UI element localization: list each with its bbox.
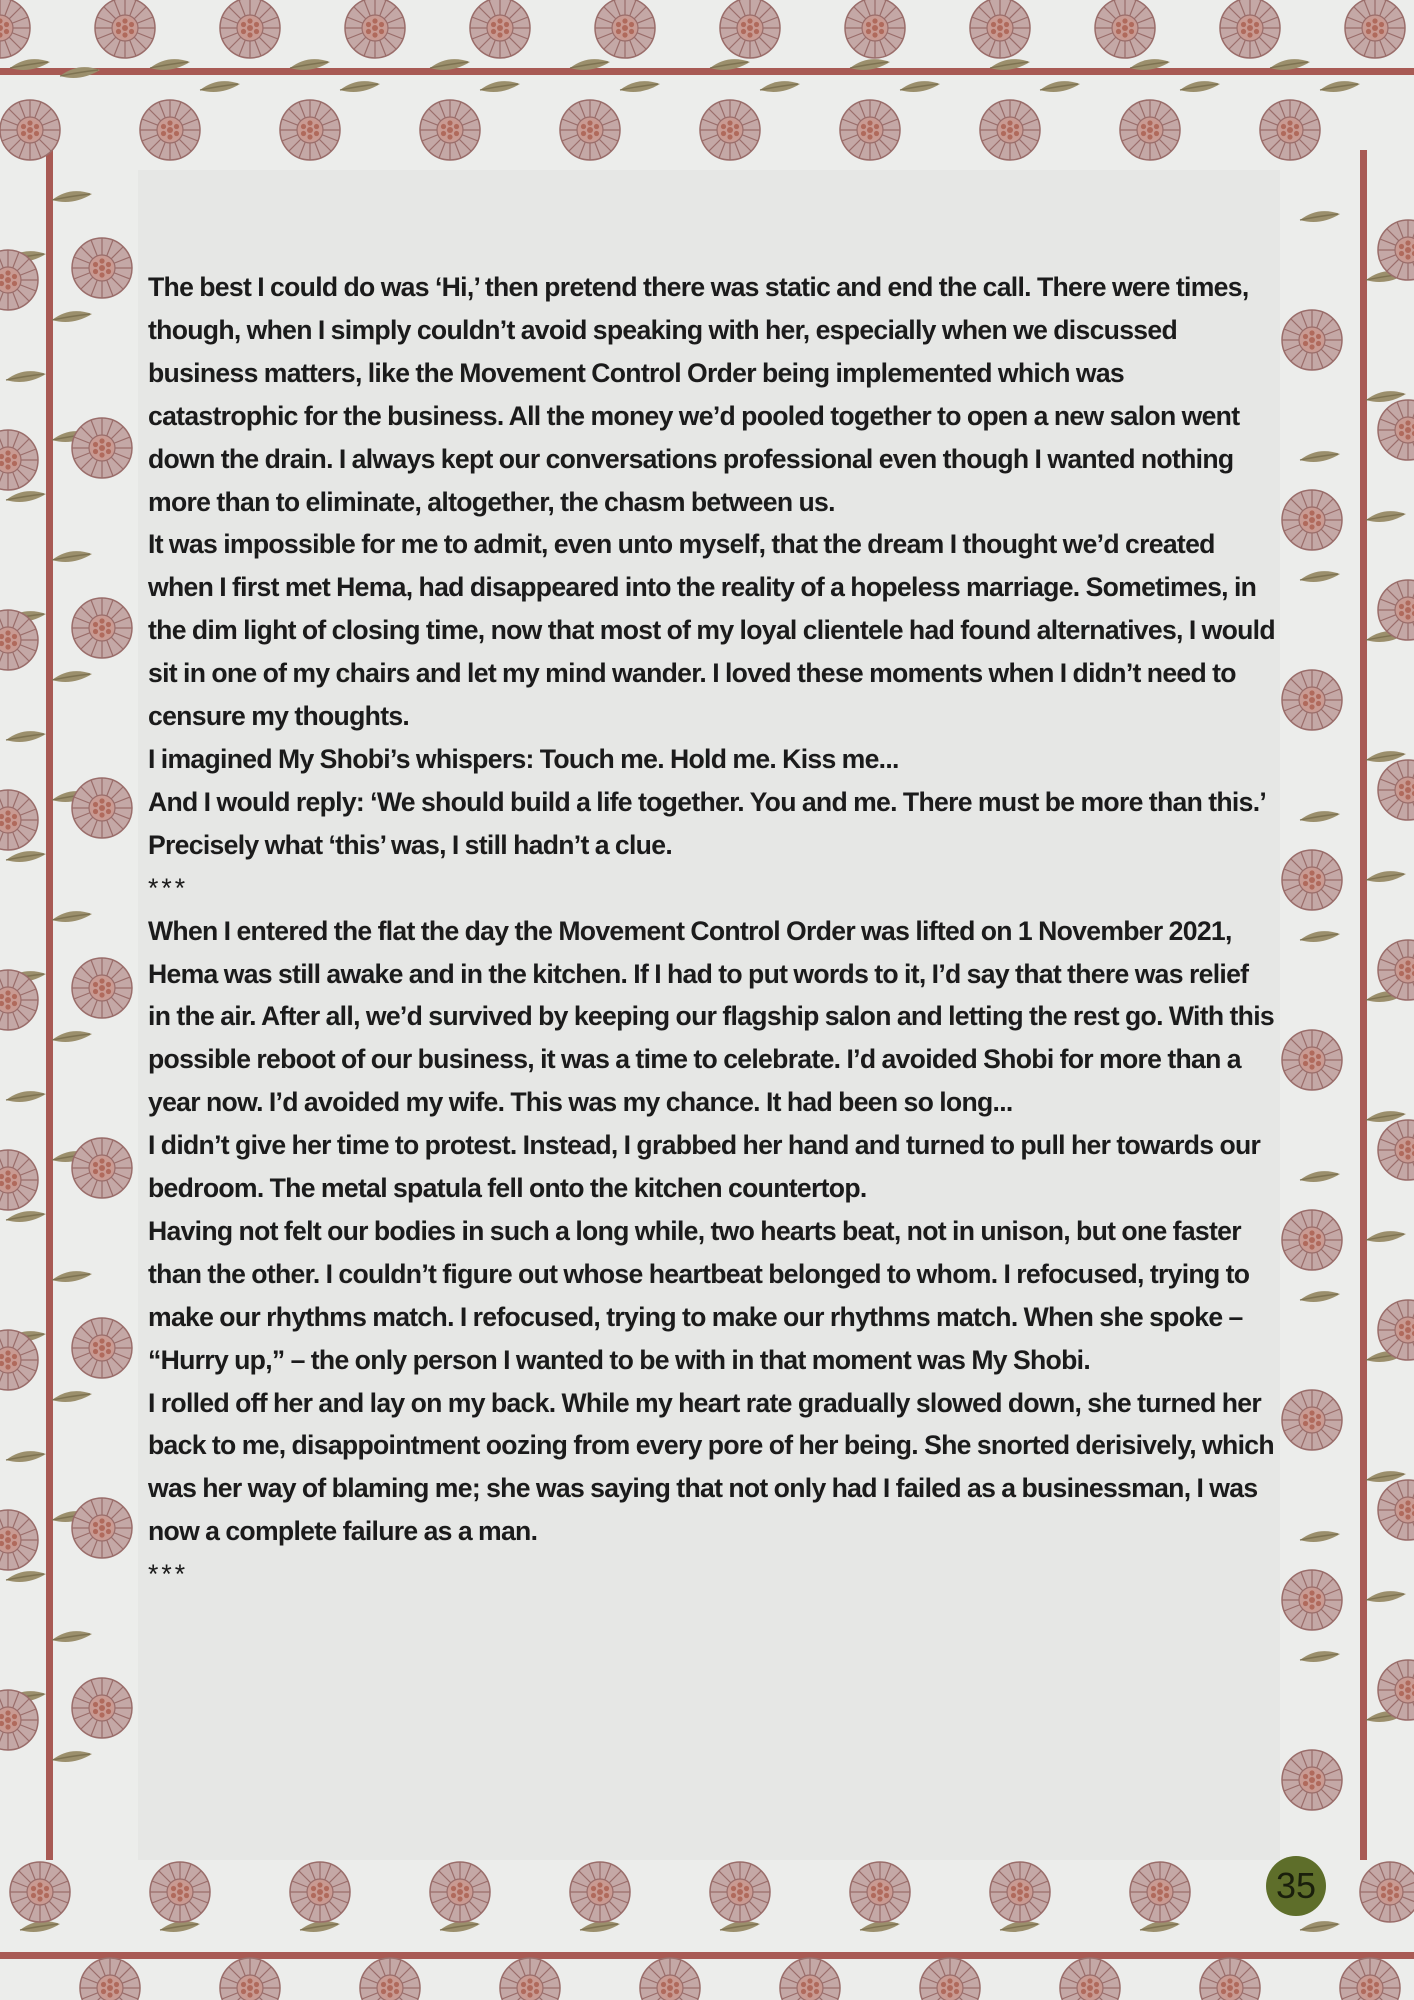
paragraph: When I entered the flat the day the Movement Control Order was lifted on 1 November 2021, Hema was still awake and in the kitchen. If I had to put words to it, I’d say that there was relief in the air. After all, we’d survived by keeping our flagship salon and letting the rest go. With this possible reboot of our business, it was a time to celebrate. I’d avoided Shobi for more than a year now. I’d avoided my wife. This was my chance. It had been so long... bbox=[148, 915, 1274, 1118]
section-break: *** bbox=[148, 1559, 189, 1590]
story-text bbox=[148, 266, 1276, 1596]
paragraph: I didn’t give her time to protest. Instead, I grabbed her hand and turned to pull her towards our bedroom. The metal spatula fell onto the kitchen countertop. bbox=[148, 1130, 1261, 1204]
section-break: *** bbox=[148, 872, 189, 903]
page-number: 35 bbox=[1266, 1856, 1326, 1916]
paragraph: I rolled off her and lay on my back. While my heart rate gradually slowed down, she turned her back to me, disappointment oozing from every pore of her being. She snorted derisively, which was her way of blaming me; she was saying that not only had I failed as a businessman, I was now a complete failure as a man. bbox=[148, 1387, 1274, 1547]
paragraph: Precisely what ‘this’ was, I still hadn’t a clue. bbox=[148, 829, 673, 860]
paragraph: And I would reply: ‘We should build a life together. You and me. There must be more than this.’ bbox=[148, 786, 1267, 817]
paragraph: I imagined My Shobi’s whispers: Touch me. Hold me. Kiss me... bbox=[148, 743, 899, 774]
paragraph: It was impossible for me to admit, even unto myself, that the dream I thought we’d created when I first met Hema, had disappeared into the reality of a hopeless marriage. Sometimes, in the dim light of closing time, now that most of my loyal clientele had found alternatives, I would sit in one of my chairs and let my mind wander. I loved these moments when I didn’t need to censure my thoughts. bbox=[148, 529, 1275, 732]
paragraph: Having not felt our bodies in such a long while, two hearts beat, not in unison, but one faster than the other. I couldn’t figure out whose heartbeat belonged to whom. I refocused, trying to make our rhythms match. I refocused, trying to make our rhythms match. When she spoke – “Hurry up,” – the only person I wanted to be with in that moment was My Shobi. bbox=[148, 1215, 1250, 1375]
paragraph: The best I could do was ‘Hi,’ then pretend there was static and end the call. There were times, though, when I simply couldn’t avoid speaking with her, especially when we discussed business matters, like the Movement Control Order being implemented which was catastrophic for the business. All the money we’d pooled together to open a new salon went down the drain. I always kept our conversations professional even though I wanted nothing more than to eliminate, altogether, the chasm between us. bbox=[148, 272, 1249, 517]
